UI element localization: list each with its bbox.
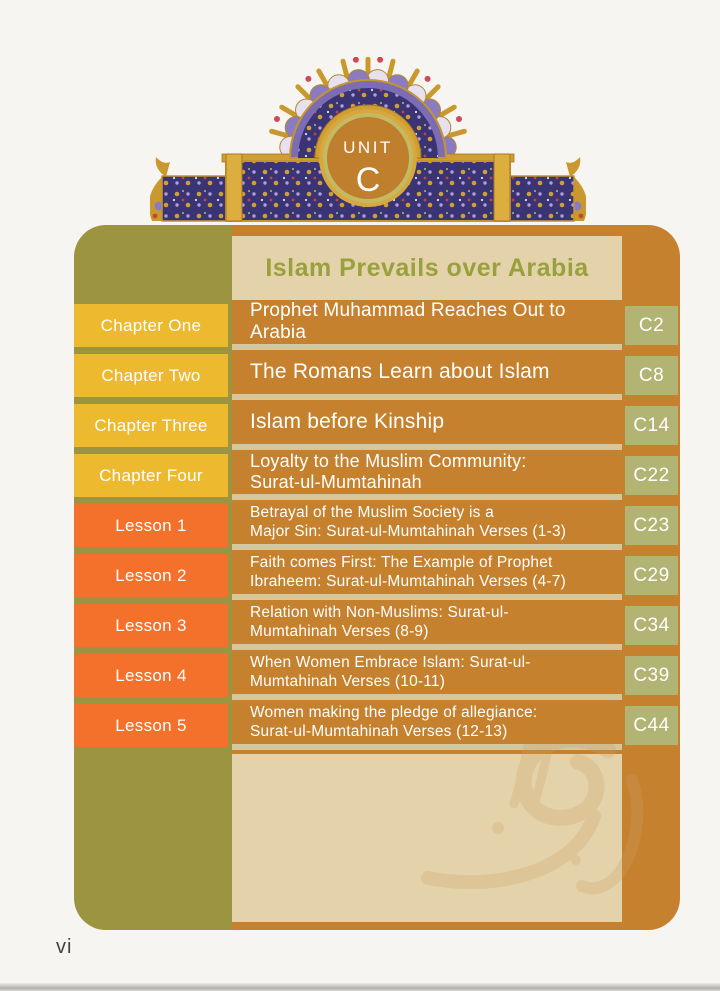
page-ref-badge: C2 [625,306,678,345]
row-title: When Women Embrace Islam: Surat-ul- Mumtahinah Verses (10-11) [232,650,622,694]
page-ref-badge: C8 [625,356,678,395]
chapter-label-badge: Chapter One [74,304,228,347]
chapter-label-badge: Chapter Three [74,404,228,447]
lesson-label-badge: Lesson 1 [74,504,228,547]
row-title: Betrayal of the Muslim Society is a Major Sin: Surat-ul-Mumtahinah Verses (1-3) [232,500,622,544]
chapter-label-badge: Chapter Two [74,354,228,397]
page-ref-badge: C29 [625,556,678,595]
row-title: Loyalty to the Muslim Community: Surat-ul-Mumtahinah [232,450,622,494]
lesson-label-badge: Lesson 4 [74,654,228,697]
row-title: The Romans Learn about Islam [232,350,622,394]
row-title: Faith comes First: The Example of Prophet Ibraheem: Surat-ul-Mumtahinah Verses (4-7) [232,550,622,594]
page-ref-badge: C23 [625,506,678,545]
unit-title-bar [232,236,622,300]
lesson-label-badge: Lesson 5 [74,704,228,747]
page-ref-badge: C44 [625,706,678,745]
toc-panel [74,225,680,930]
lesson-label-badge: Lesson 2 [74,554,228,597]
page-ref-badge: C22 [625,456,678,495]
unit-letter: C [355,161,381,199]
unit-label: UNIT [343,138,393,157]
page-ref-badge: C14 [625,406,678,445]
folio-page-number: vi [56,936,73,958]
scan-edge-shadow [0,983,720,991]
unit-ornament [150,57,586,227]
lesson-label-badge: Lesson 3 [74,604,228,647]
unit-title: Islam Prevails over Arabia [265,253,589,282]
page-ref-badge: C39 [625,656,678,695]
row-title: Women making the pledge of allegiance: Surat-ul-Mumtahinah Verses (12-13) [232,700,622,744]
page-ref-badge: C34 [625,606,678,645]
row-title: Prophet Muhammad Reaches Out to Arabia [232,300,622,344]
chapter-label-badge: Chapter Four [74,454,228,497]
row-title: Relation with Non-Muslims: Surat-ul- Mumtahinah Verses (8-9) [232,600,622,644]
row-title: Islam before Kinship [232,400,622,444]
arabic-calligraphy-watermark [380,720,680,930]
unit-circle [319,109,417,207]
